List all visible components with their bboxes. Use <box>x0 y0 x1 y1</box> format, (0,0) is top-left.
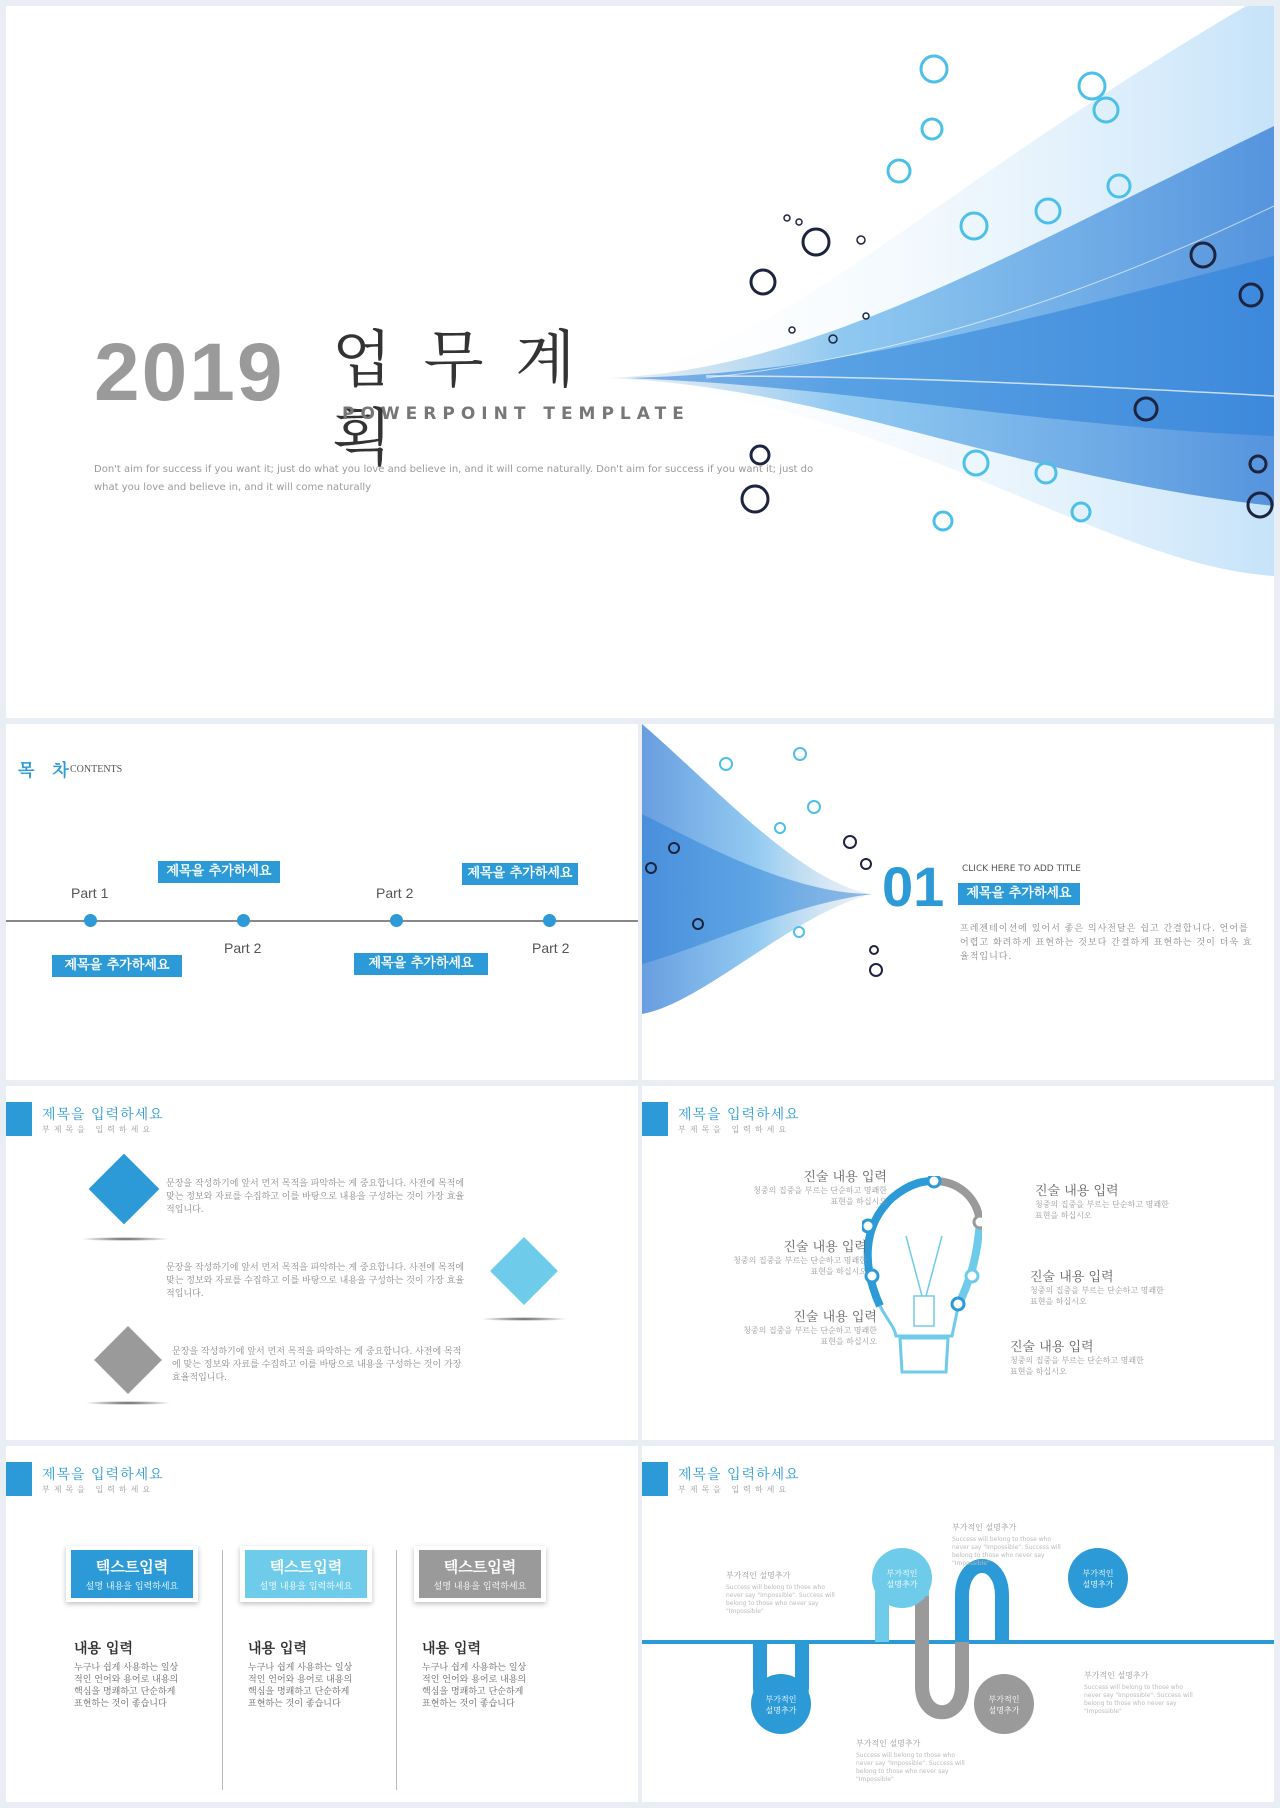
bulb-item-text: 청중의 집중을 부르는 단순하고 명쾌한 표현을 하십시오 <box>1035 1200 1169 1220</box>
cover-year: 2019 <box>94 327 285 418</box>
columns-slide <box>6 1446 638 1802</box>
slide-subtitle: 부제목을 입력하세요 <box>678 1485 791 1494</box>
bulb-item-title: 진술 내용 입력 <box>803 1170 887 1185</box>
section-tag[interactable]: 제목을 추가하세요 <box>958 883 1080 905</box>
bulb-item-title: 진술 내용 입력 <box>1035 1184 1119 1199</box>
wave-label-block <box>856 1738 966 1783</box>
wave-label: 부가적인 설명추가 <box>1084 1671 1149 1680</box>
diamond-light <box>490 1237 558 1305</box>
wave-label: 부가적인 설명추가 <box>726 1571 791 1580</box>
column-body: 누구나 쉽게 사용하는 일상적인 언어와 용어로 내용의 핵심을 명쾌하고 단순하게 표현하는 것이 좋습니다 <box>74 1663 179 1709</box>
timeline-dot <box>84 914 97 927</box>
wave-circle-label: 부가적인 설명추가 <box>765 1695 797 1715</box>
part-label: Part 2 <box>376 885 414 901</box>
header-marker <box>642 1102 668 1136</box>
wave-note: Success will belong to those who never say "Impossible". Success will belong to those who never say "Impossible" <box>856 1752 965 1783</box>
slide-subtitle: 부제목을 입력하세요 <box>678 1125 791 1134</box>
diamond-text: 문장을 작성하기에 앞서 먼저 목적을 파악하는 게 중요합니다. 사전에 목적에 맞는 정보와 자료를 수집하고 이를 바탕으로 내용을 구성하는 것이 가장 효율적입니다. <box>166 1179 465 1215</box>
contents-label: CONTENTS <box>70 764 123 775</box>
column-heading: 내용 입력 <box>248 1641 307 1657</box>
cover-subtitle: POWERPOINT TEMPLATE <box>342 404 690 424</box>
slide-title: 제목을 입력하세요 <box>678 1467 800 1483</box>
bulb-item-title: 진술 내용 입력 <box>1010 1340 1094 1355</box>
column-heading: 내용 입력 <box>74 1641 133 1657</box>
card-title: 텍스트입력 <box>443 1558 517 1576</box>
bulb-item-title: 진술 내용 입력 <box>783 1240 867 1255</box>
timeline-dot <box>390 914 403 927</box>
part-label: Part 1 <box>71 885 109 901</box>
bulb-item <box>1035 1180 1175 1221</box>
header-marker <box>6 1462 32 1496</box>
bulb-item-text: 청중의 집중을 부르는 단순하고 명쾌한 표현을 하십시오 <box>733 1256 867 1276</box>
contents-tag[interactable]: 제목을 추가하세요 <box>462 863 578 885</box>
wave-note: Success will belong to those who never say "Impossible". Success will belong to those who never say "Impossible" <box>1084 1684 1193 1715</box>
wave-label: 부가적인 설명추가 <box>856 1739 921 1748</box>
section-slide <box>642 724 1274 1080</box>
slide-subtitle: 부제목을 입력하세요 <box>42 1125 155 1134</box>
diamond-slide <box>6 1086 638 1440</box>
wave-circle-label: 부가적인 설명추가 <box>1082 1569 1114 1589</box>
card-title: 텍스트입력 <box>95 1558 169 1576</box>
diamond-text: 문장을 작성하기에 앞서 먼저 목적을 파악하는 게 중요합니다. 사전에 목적에 맞는 정보와 자료를 수집하고 이를 바탕으로 내용을 구성하는 것이 가장 효율적입니다. <box>172 1347 462 1383</box>
header-marker <box>6 1102 32 1136</box>
diamond-shadow <box>80 1237 170 1241</box>
bulb-item-text: 청중의 집중을 부르는 단순하고 명쾌한 표현을 하십시오 <box>1010 1356 1144 1376</box>
column-heading: 내용 입력 <box>422 1641 481 1657</box>
wave-label-block <box>726 1570 836 1615</box>
wave-circle-label: 부가적인 설명추가 <box>988 1695 1020 1715</box>
timeline-dot <box>237 914 250 927</box>
slide-title: 제목을 입력하세요 <box>678 1107 800 1123</box>
diamond-shadow <box>480 1317 568 1321</box>
column-body: 누구나 쉽게 사용하는 일상적인 언어와 용어로 내용의 핵심을 명쾌하고 단순하게 표현하는 것이 좋습니다 <box>248 1663 353 1709</box>
text-card[interactable] <box>240 1546 372 1602</box>
contents-tag[interactable]: 제목을 추가하세요 <box>354 953 488 975</box>
cover-description: Don't aim for success if you want it; just do what you love and believe in, and it will come naturally. Don't aim for success if you want it; just do what you love and believe in, and it will come naturally <box>94 464 814 493</box>
bulb-item-title: 진술 내용 입력 <box>793 1310 877 1325</box>
card-subtitle: 설명 내용을 입력하세요 <box>259 1582 353 1592</box>
diamond-shadow <box>84 1401 172 1405</box>
wave-circle-label: 부가적인 설명추가 <box>886 1569 918 1589</box>
section-click-label[interactable]: CLICK HERE TO ADD TITLE <box>962 864 1081 874</box>
cover-slide <box>6 6 1274 718</box>
diamond-blue <box>89 1154 160 1225</box>
section-number: 01 <box>882 855 945 918</box>
wave-label: 부가적인 설명추가 <box>952 1523 1017 1532</box>
bulb-item <box>1010 1336 1150 1377</box>
contents-title: 목 차 <box>18 761 75 781</box>
wave-slide <box>642 1446 1274 1802</box>
card-title: 텍스트입력 <box>269 1558 343 1576</box>
wave-note: Success will belong to those who never say "Impossible". Success will belong to those who never say "Impossible" <box>726 1584 835 1615</box>
cover-title: 업 무 계 획 <box>332 323 582 474</box>
bulb-item <box>742 1306 877 1347</box>
timeline-dot <box>543 914 556 927</box>
bulb-item-title: 진술 내용 입력 <box>1030 1270 1114 1285</box>
wave-label-block <box>952 1522 1062 1567</box>
bulb-item-text: 청중의 집중을 부르는 단순하고 명쾌한 표현을 하십시오 <box>743 1326 877 1346</box>
contents-tag[interactable]: 제목을 추가하세요 <box>52 955 182 977</box>
bulb-item <box>732 1236 867 1277</box>
contents-tag[interactable]: 제목을 추가하세요 <box>158 861 280 883</box>
column-body: 누구나 쉽게 사용하는 일상적인 언어와 용어로 내용의 핵심을 명쾌하고 단순하게 표현하는 것이 좋습니다 <box>422 1663 527 1709</box>
bulb-slide <box>642 1086 1274 1440</box>
card-subtitle: 설명 내용을 입력하세요 <box>433 1582 527 1592</box>
part-label: Part 2 <box>224 940 262 956</box>
bulb-item-text: 청중의 집중을 부르는 단순하고 명쾌한 표현을 하십시오 <box>1030 1286 1164 1306</box>
column-divider <box>396 1550 397 1790</box>
slide-subtitle: 부제목을 입력하세요 <box>42 1485 155 1494</box>
text-card[interactable] <box>414 1546 546 1602</box>
card-subtitle: 설명 내용을 입력하세요 <box>85 1582 179 1592</box>
bulb-item-text: 청중의 집중을 부르는 단순하고 명쾌한 표현을 하십시오 <box>753 1186 887 1206</box>
contents-slide <box>6 724 638 1080</box>
wave-note: Success will belong to those who never say "Impossible". Success will belong to those who never say "Impossible" <box>952 1536 1061 1567</box>
diamond-gray <box>94 1326 162 1394</box>
slide-title: 제목을 입력하세요 <box>42 1107 164 1123</box>
slide-title: 제목을 입력하세요 <box>42 1467 164 1483</box>
bulb-item <box>1030 1266 1170 1307</box>
part-label: Part 2 <box>532 940 570 956</box>
section-text: 프레젠테이션에 있어서 좋은 의사전달은 쉽고 간결합니다. 언어를 어렵고 화려하게 표현하는 것보다 간결하게 표현하는 것이 더욱 효율적입니다. <box>960 924 1253 962</box>
bulb-item <box>752 1166 887 1207</box>
text-card[interactable] <box>66 1546 198 1602</box>
column-divider <box>222 1550 223 1790</box>
diamond-text: 문장을 작성하기에 앞서 먼저 목적을 파악하는 게 중요합니다. 사전에 목적에 맞는 정보와 자료를 수집하고 이를 바탕으로 내용을 구성하는 것이 가장 효율적입니다. <box>166 1263 465 1299</box>
wave-label-block <box>1084 1670 1194 1715</box>
